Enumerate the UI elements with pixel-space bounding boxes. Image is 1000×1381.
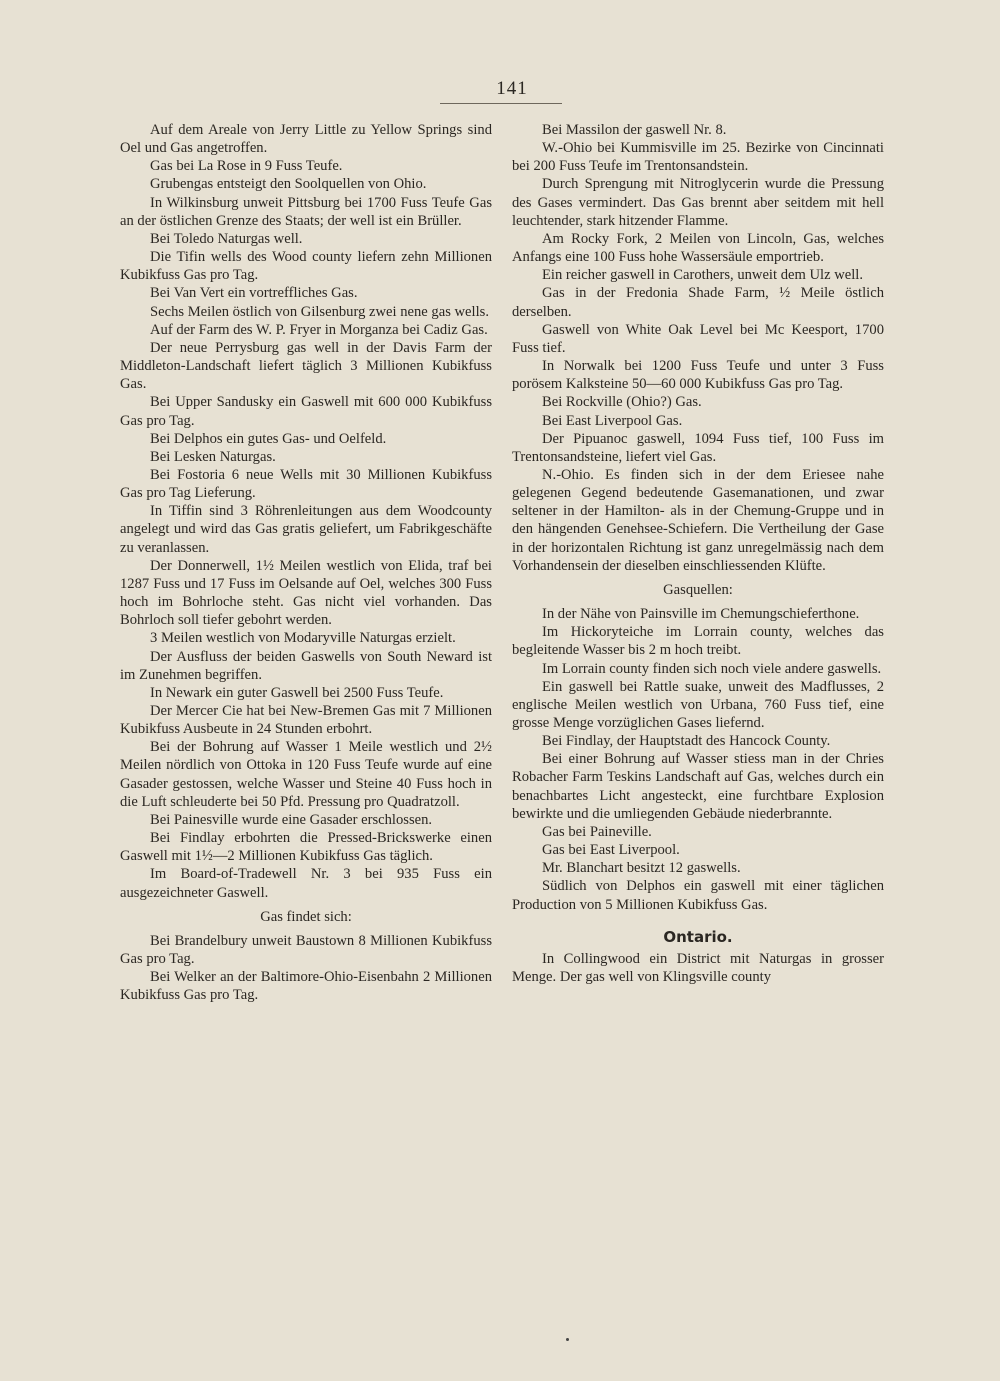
paragraph: Bei Van Vert ein vortreffliches Gas. <box>150 285 358 302</box>
paragraph: Der Donnerwell, 1½ Meilen westlich von Elida, traf bei 1287 Fuss und 17 Fuss im Oelsande auf Oel, welches 300 Fuss hoch im Bohrloche steht. Gas nicht viel vorhanden. Das Bohrloch soll tiefer gebohrt werden. <box>120 557 492 629</box>
paragraph: Am Rocky Fork, 2 Meilen von Lincoln, Gas, welches Anfangs eine 100 Fuss hohe Wassersäule emportrieb. <box>512 230 884 266</box>
page-number: 141 <box>496 78 528 99</box>
paragraph: Bei Toledo Naturgas well. <box>150 230 303 247</box>
paragraph: Auf der Farm des W. P. Fryer in Morganza bei Cadiz Gas. <box>150 321 488 338</box>
left-paragraphs <box>120 121 492 902</box>
paragraph: In Collingwood ein District mit Naturgas in grosser Menge. Der gas well von Klingsville county <box>512 950 884 986</box>
right-paragraphs-after <box>512 605 884 914</box>
paragraph: N.-Ohio. Es finden sich in der dem Eriesee nahe gelegenen Gegend bedeutende Gasemanationen, und zwar seltener in der Hamilton- als in der Chemung-Gruppe und in den hängenden Genehsee-Schiefern. Die Vertheilung der Gase in der horizontalen Richtung ist ganz unregelmässig nach dem Vorhandensein der dieselben einschliessenden Klüfte. <box>512 466 884 574</box>
paragraph: Bei Lesken Naturgas. <box>150 448 276 465</box>
paragraph: In Wilkinsburg unweit Pittsburg bei 1700 Fuss Teufe Gas an der östlichen Grenze des Staats; der well ist ein Brüller. <box>120 194 492 229</box>
paragraph: Gas bei East Liverpool. <box>542 842 680 859</box>
paragraph: Gas in der Fredonia Shade Farm, ½ Meile östlich derselben. <box>512 285 884 320</box>
paragraph: Bei Rockville (Ohio?) Gas. <box>542 394 702 411</box>
paragraph: Gas bei Paineville. <box>542 823 652 840</box>
paragraph: Bei Brandelbury unweit Baustown 8 Millionen Kubikfuss Gas pro Tag. <box>120 932 492 968</box>
paragraph: In Newark ein guter Gaswell bei 2500 Fuss Teufe. <box>150 684 444 701</box>
paragraph: Im Lorrain county finden sich noch viele andere gaswells. <box>542 660 882 677</box>
paragraph: In Norwalk bei 1200 Fuss Teufe und unter 3 Fuss porösem Kalksteine 50—60 000 Kubikfuss Gas pro Tag. <box>512 358 884 393</box>
paragraph: Der Ausfluss der beiden Gaswells von South Neward ist im Zunehmen begriffen. <box>120 648 492 683</box>
paragraph: Bei der Bohrung auf Wasser 1 Meile westlich und 2½ Meilen nördlich von Ottoka in 120 Fuss Teufe wurde auf eine Gasader gestossen, welche Wasser und Steine 40 Fuss hoch in die Luft schleuderte bei 50 Pfd. Pressung pro Quadratzoll. <box>120 739 492 810</box>
paragraph: Bei Delphos ein gutes Gas- und Oelfeld. <box>150 430 387 447</box>
paragraph: Südlich von Delphos ein gaswell mit einer täglichen Production von 5 Millionen Kubikfuss Gas. <box>512 878 884 913</box>
paragraph: Gaswell von White Oak Level bei Mc Keesport, 1700 Fuss tief. <box>512 321 884 356</box>
right-subheading: Gasquellen: <box>663 581 733 598</box>
right-paragraphs <box>512 121 884 575</box>
paragraph: Ein reicher gaswell in Carothers, unweit dem Ulz well. <box>542 267 863 284</box>
paragraph: Bei East Liverpool Gas. <box>542 412 683 429</box>
paragraph: Bei Findlay, der Hauptstadt des Hancock County. <box>542 733 831 750</box>
paragraph: Der Mercer Cie hat bei New-Bremen Gas mit 7 Millionen Kubikfuss Ausbeute in 24 Stunden erbohrt. <box>120 703 492 738</box>
section-heading-ontario: Ontario. <box>663 927 733 946</box>
paragraph: Bei Findlay erbohrten die Pressed-Brickswerke einen Gaswell mit 1½—2 Millionen Kubikfuss Gas täglich. <box>120 830 492 865</box>
paragraph: 3 Meilen westlich von Modaryville Naturgas erzielt. <box>150 630 456 647</box>
left-paragraphs-after <box>120 932 492 1005</box>
paragraph: In Tiffin sind 3 Röhrenleitungen aus dem Woodcounty angelegt und wird das Gas gratis geliefert, um Fabrikgeschäfte zu veranlassen. <box>120 503 492 556</box>
left-subheading: Gas findet sich: <box>260 908 352 925</box>
paragraph: Durch Sprengung mit Nitroglycerin wurde die Pressung des Gases vermindert. Das Gas brennt aber seitdem mit hell leuchtender, stark hitzender Flamme. <box>512 176 884 229</box>
left-column <box>120 121 492 1005</box>
paragraph: W.-Ohio bei Kummisville im 25. Bezirke von Cincinnati bei 200 Fuss Teufe im Trentonsandstein. <box>512 140 884 175</box>
paragraph: Bei Painesville wurde eine Gasader erschlossen. <box>150 811 433 828</box>
paragraph: Ein gaswell bei Rattle suake, unweit des Madflusses, 2 englische Meilen westlich von Urbana, 760 Fuss tief, eine grosse Menge vorzüglichen Gases liefernd. <box>512 678 884 731</box>
paragraph: Sechs Meilen östlich von Gilsenburg zwei nene gas wells. <box>150 303 489 320</box>
paragraph: Gas bei La Rose in 9 Fuss Teufe. <box>150 158 343 175</box>
paragraph: Im Board-of-Tradewell Nr. 3 bei 935 Fuss ein ausgezeichneter Gaswell. <box>120 866 492 901</box>
paragraph: In der Nähe von Painsville im Chemungschieferthone. <box>542 606 860 623</box>
paragraph: Im Hickoryteiche im Lorrain county, welches das begleitende Wasser bis 2 m hoch treibt. <box>512 624 884 659</box>
paragraph: Mr. Blanchart besitzt 12 gaswells. <box>542 860 741 877</box>
paragraph: Der Pipuanoc gaswell, 1094 Fuss tief, 100 Fuss im Trentonsandsteine, liefert viel Gas. <box>512 430 884 465</box>
right-paragraphs-final <box>512 950 884 986</box>
right-column <box>512 121 884 986</box>
paragraph: Bei Massilon der gaswell Nr. 8. <box>542 122 727 138</box>
paragraph: Grubengas entsteigt den Soolquellen von Ohio. <box>150 176 427 193</box>
page-number-rule <box>440 103 562 104</box>
paragraph: Bei Upper Sandusky ein Gaswell mit 600 000 Kubikfuss Gas pro Tag. <box>120 394 492 429</box>
paragraph: Auf dem Areale von Jerry Little zu Yellow Springs sind Oel und Gas angetroffen. <box>120 122 492 157</box>
paragraph: Der neue Perrysburg gas well in der Davis Farm der Middleton-Landschaft liefert täglich 3 Millionen Kubikfuss Gas. <box>120 339 492 393</box>
print-speck <box>566 1338 569 1341</box>
paragraph: Bei Welker an der Baltimore-Ohio-Eisenbahn 2 Millionen Kubikfuss Gas pro Tag. <box>120 969 492 1004</box>
paragraph: Die Tifin wells des Wood county liefern zehn Millionen Kubikfuss Gas pro Tag. <box>120 249 492 284</box>
paragraph: Bei Fostoria 6 neue Wells mit 30 Millionen Kubikfuss Gas pro Tag Lieferung. <box>120 466 492 502</box>
paragraph: Bei einer Bohrung auf Wasser stiess man in der Chries Robacher Farm Teskins Landschaft auf Gas, welches durch ein benachbartes Licht angesteckt, eine furchtbare Explosion bewirkte und die umliegenden Gebäude niederbrannte. <box>512 751 884 822</box>
